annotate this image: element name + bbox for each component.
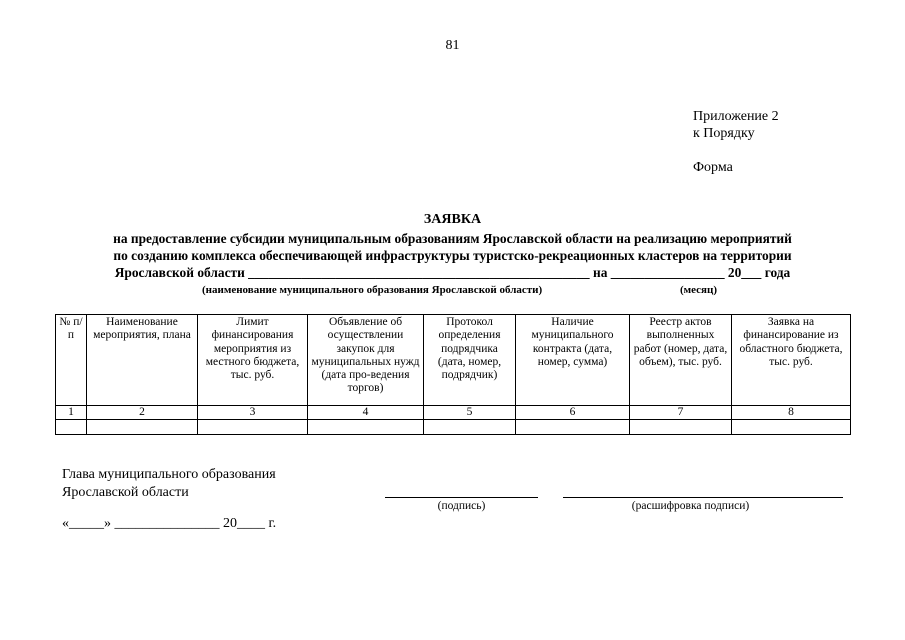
number-cell: 6 — [516, 406, 630, 420]
signatory-title — [62, 466, 276, 502]
document-subtitle — [50, 230, 855, 281]
signatory-line-2: Ярославской области — [62, 485, 189, 500]
empty-cell[interactable] — [516, 420, 630, 435]
empty-cell[interactable] — [198, 420, 308, 435]
empty-cell[interactable] — [630, 420, 732, 435]
empty-cell[interactable] — [424, 420, 516, 435]
decoding-caption: (расшифровка подписи) — [631, 500, 750, 512]
signature-caption: (подпись) — [437, 500, 486, 512]
empty-cell[interactable] — [308, 420, 424, 435]
number-cell: 8 — [732, 406, 851, 420]
header-cell: Протокол определения подрядчика (дата, номер, подрядчик) — [424, 315, 516, 406]
number-cell: 3 — [198, 406, 308, 420]
header-cell: Лимит финансирования мероприятия из местного бюджета, тыс. руб. — [198, 315, 308, 406]
table-header-row — [56, 315, 851, 406]
application-table — [55, 314, 851, 435]
subtitle-line-2: по созданию комплекса обеспечивающей инфраструктуры туристско-рекреационных кластеров на территории — [113, 248, 792, 263]
table-empty-row — [56, 420, 851, 435]
subtitle-line-1: на предоставление субсидии муниципальным образованиям Ярославской области на реализацию мероприятий — [113, 231, 792, 246]
municipality-hint: (наименование муниципального образования Ярославской области) — [202, 284, 543, 296]
table-numbering-row — [56, 406, 851, 420]
header-cell: Реестр актов выполненных работ (номер, дата, объем), тыс. руб. — [630, 315, 732, 406]
form-label: Форма — [693, 160, 733, 175]
number-cell: 4 — [308, 406, 424, 420]
empty-cell[interactable] — [732, 420, 851, 435]
page-number: 81 — [445, 38, 460, 53]
document-title: ЗАЯВКА — [423, 212, 482, 227]
appendix-line-1: Приложение 2 — [693, 109, 779, 124]
header-cell: № п/п — [56, 315, 87, 406]
header-cell: Заявка на финансирование из областного бюджета, тыс. руб. — [732, 315, 851, 406]
subtitle-line-3: Ярославской области ___________________________________________________ на _________________ 20___ года — [114, 265, 791, 280]
number-cell: 2 — [87, 406, 198, 420]
empty-cell[interactable] — [56, 420, 87, 435]
signatory-line-1: Глава муниципального образования — [62, 467, 276, 482]
header-cell: Наименование мероприятия, плана — [87, 315, 198, 406]
signature-decoding-line[interactable] — [563, 497, 843, 498]
month-hint: (месяц) — [680, 284, 718, 296]
header-cell: Объявление об осуществлении закупок для муниципальных нужд (дата про-ведения торгов) — [308, 315, 424, 406]
appendix-reference — [693, 108, 779, 142]
signature-line[interactable] — [385, 497, 538, 498]
header-cell: Наличие муниципального контракта (дата, номер, сумма) — [516, 315, 630, 406]
date-field: «_____» _______________ 20____ г. — [62, 516, 277, 531]
number-cell: 7 — [630, 406, 732, 420]
number-cell: 5 — [424, 406, 516, 420]
appendix-line-2: к Порядку — [693, 126, 755, 141]
empty-cell[interactable] — [87, 420, 198, 435]
number-cell: 1 — [56, 406, 87, 420]
